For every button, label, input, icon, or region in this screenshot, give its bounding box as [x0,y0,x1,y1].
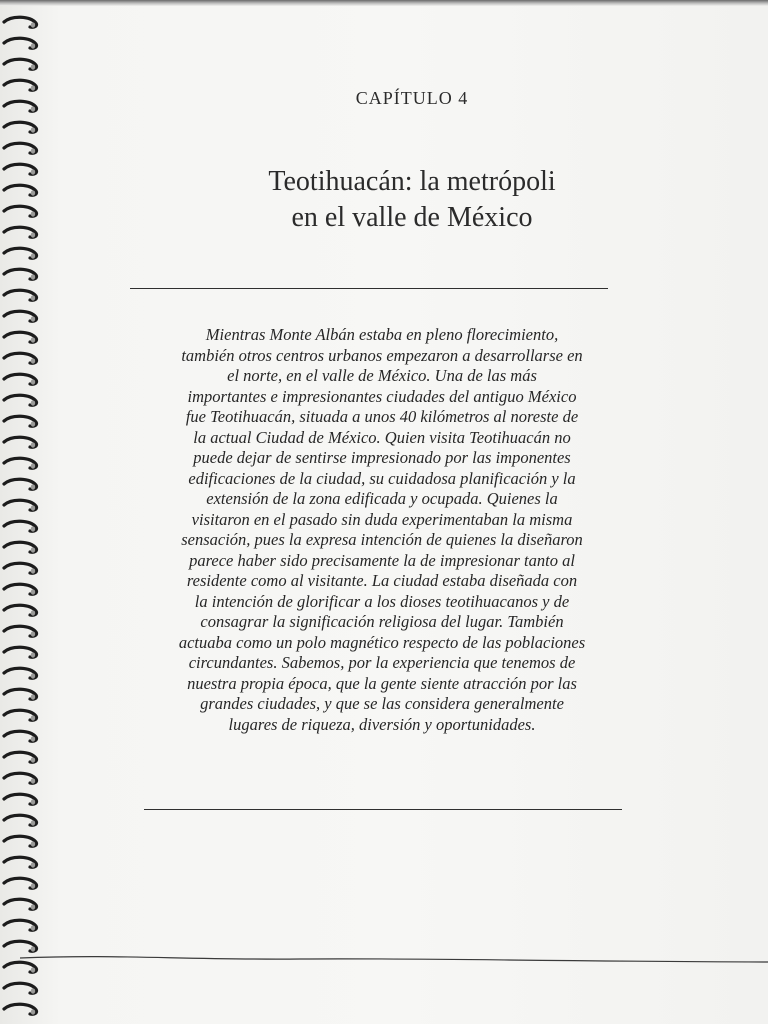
binding-hole [31,589,35,594]
abstract-line: actuaba como un polo magnético respecto de las poblaciones [178,632,586,652]
binding-hole [31,400,35,405]
chapter-title-line-1: Teotihuacán: la metrópoli [268,166,556,197]
binding-hole [31,148,35,153]
abstract-line: edificaciones de la ciudad, su cuidadosa planificación y la [188,468,576,488]
binding-hole [31,820,35,825]
binding-hole [31,883,35,888]
abstract-line: la intención de glorificar a los dioses teotihuacanos y de [194,591,570,611]
binding-hole [31,421,35,426]
binding-hole [31,358,35,363]
binding-hole [31,778,35,783]
binding-hole [31,22,35,27]
bottom-divider [144,809,622,810]
binding-hole [31,274,35,279]
abstract-line: sensación, pues la expresa intención de quienes la diseñaron [181,530,583,549]
binding-hole [31,799,35,804]
binding-hole [31,610,35,615]
abstract-line: parece haber sido precisamente la de impresionar tanto al [189,550,575,570]
abstract-line: también otros centros urbanos empezaron a desarrollarse en [181,345,583,365]
binding-hole [31,841,35,846]
binding-hole [31,253,35,258]
abstract-line: circundantes. Sabemos, por la experiencia que tenemos de [188,653,576,672]
page-top-edge [0,0,768,6]
chapter-label: CAPÍTULO 4 [355,88,469,108]
abstract-line: residente como al visitante. La ciudad estaba diseñada con [186,571,578,590]
binding-hole [31,862,35,867]
binding-hole [31,631,35,636]
abstract-line: visitaron en el pasado sin duda experimentaban la misma [191,509,573,529]
abstract-line: el norte, en el valle de México. Una de las más [227,366,537,385]
binding-hole [31,1009,35,1014]
binding-hole [31,337,35,342]
binding-hole [31,757,35,762]
binding-hole [31,442,35,447]
binding-hole [31,127,35,132]
chapter-title [28,164,768,236]
binding-hole [31,463,35,468]
top-divider [130,288,608,289]
abstract-line: Mientras Monte Albán estaba en pleno florecimiento, [205,325,559,344]
binding-hole [31,652,35,657]
binding-hole [31,526,35,531]
abstract-line: puede dejar de sentirse impresionado por las imponentes [193,448,571,467]
abstract-line: nuestra propia época, que la gente siente atracción por las [187,673,577,693]
binding-hole [31,484,35,489]
abstract-line: grandes ciudades, y que se las considera generalmente [200,694,564,713]
abstract-line: lugares de riqueza, diversión y oportunidades. [228,714,536,734]
binding-hole [31,736,35,741]
binding-hole [31,967,35,972]
binding-hole [31,568,35,573]
binding-hole [31,547,35,552]
page-fold-line [0,948,768,968]
binding-hole [31,694,35,699]
binding-hole [31,43,35,48]
binding-hole [31,673,35,678]
chapter-title-line-2: en el valle de México [291,202,533,233]
binding-hole [31,295,35,300]
binding-hole [31,379,35,384]
abstract-line: fue Teotihuacán, situada a unos 40 kilómetros al noreste de [185,407,579,426]
abstract-line: la actual Ciudad de México. Quien visita Teotihuacán no [193,427,571,447]
binding-hole [31,316,35,321]
chapter-abstract [134,325,630,735]
binding-hole [31,904,35,909]
binding-hole [31,988,35,993]
abstract-line: extensión de la zona edificada y ocupada. Quienes la [206,489,558,508]
spiral-binding-icon [0,0,48,1024]
abstract-line: importantes e impresionantes ciudades del antiguo México [187,386,577,406]
binding-hole [31,715,35,720]
abstract-line: consagrar la significación religiosa del lugar. También [200,612,564,631]
binding-hole [31,64,35,69]
binding-hole [31,505,35,510]
binding-hole [31,925,35,930]
